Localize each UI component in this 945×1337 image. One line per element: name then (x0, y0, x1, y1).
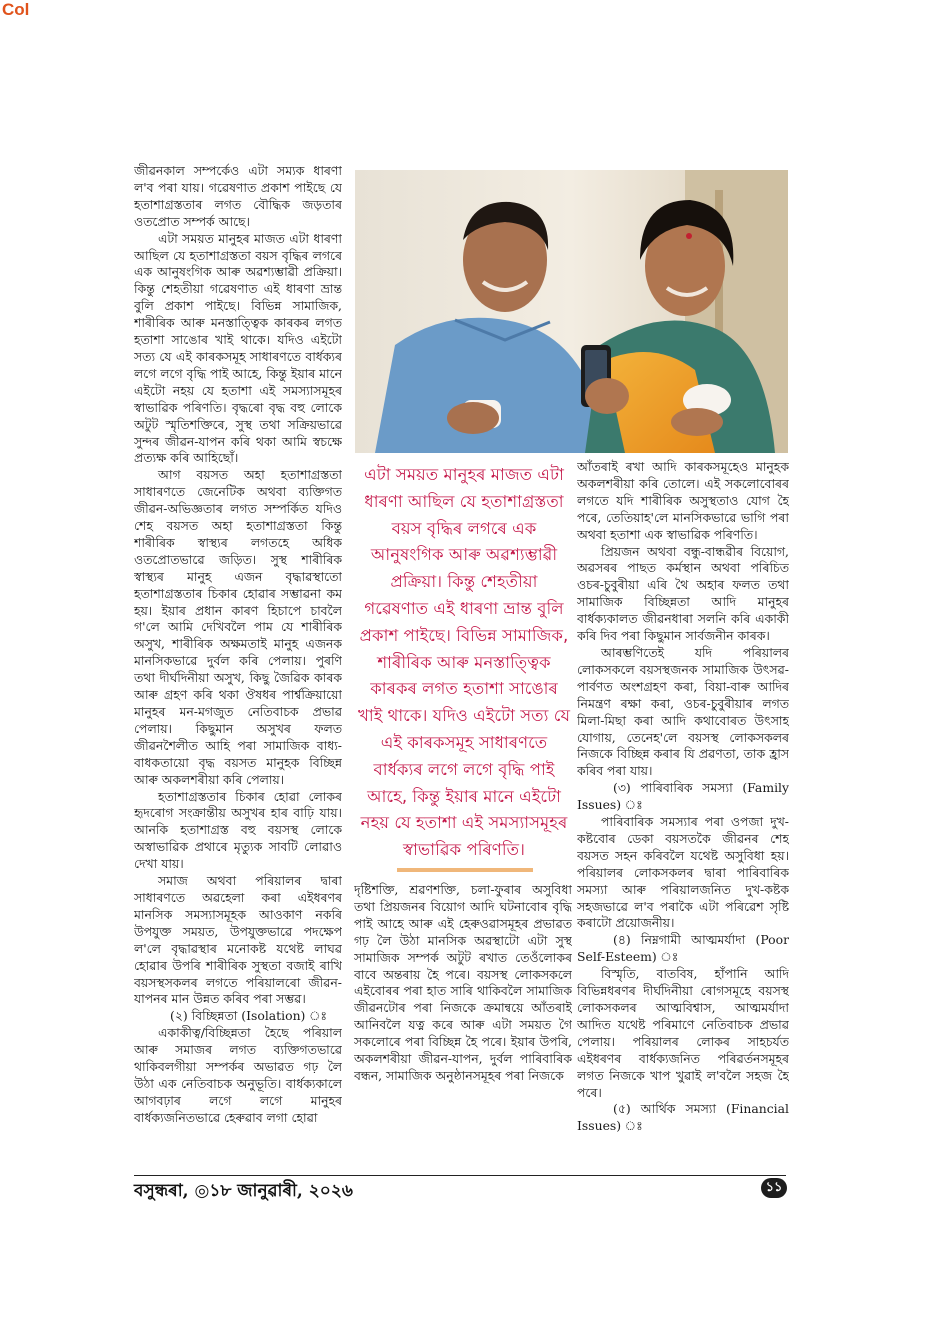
paragraph: আঁতৰাই ৰখা আদি কাৰকসমূহেও মানুহক অকলশৰীয়া কৰি তোলে। এই সকলোবোৰৰ লগতে যদি শাৰীৰিক অসুস্থতাও যোগ হৈ পৰে, তেতিয়াহ'লে মানসিকভাৱে ভাগি পৰা অথবা হতাশা এক স্বাভাৱিক পৰিণতি। (577, 459, 789, 542)
footer-publication: বসুন্ধৰা, ◎১৮ জানুৱাৰী, ২০২৬ (134, 1181, 353, 1201)
pull-quote-accent-bar (397, 868, 533, 872)
paragraph: এটা সময়ত মানুহৰ মাজত এটা ধাৰণা আছিল যে হতাশাগ্ৰস্ততা বয়স বৃদ্ধিৰ লগৰে এক আনুষংগিক আৰু অৱশ্যম্ভাৱী প্ৰক্ৰিয়া। কিন্তু শেহতীয়া গৱেষণাত এই ধাৰণা ভ্ৰান্ত বুলি প্ৰকাশ পাইছে। বিভিন্ন সামাজিক, শাৰীৰিক আৰু মনস্তাত্ত্বিক কাৰকৰ লগত হতাশা সাঙোৰ খাই থাকে। যদিও এইটো সত্য যে এই কাৰকসমূহ সাধাৰণতে বাৰ্ধক্যৰ লগে লগে বৃদ্ধি পাই আহে, কিন্তু ইয়াৰ মানে এইটো নহয় যে হতাশা এই সমস্যাসমূহৰ স্বাভাৱিক পৰিণতি। বৃদ্ধৰো বৃদ্ধ বহু লোকে অটুট স্মৃতিশক্তিৰে, সুস্থ তথা সক্ৰিয়ভাৱে সুন্দৰ জীৱন-যাপন কৰি থকা আমি স্বচক্ষে প্ৰত্যক্ষ কৰি আহিছোঁ। (134, 230, 342, 466)
paragraph: প্ৰিয়জন অথবা বন্ধু-বান্ধৱীৰ বিয়োগ, অৱসৰৰ পাছত কৰ্মস্থান অথবা পৰিচিত ওচৰ-চুবুৰীয়া এৰি থৈ অহাৰ ফলত তথা সামাজিক বিচ্ছিন্নতা আদি মানুহৰ বাৰ্ধক্যকালত জীৱনধাৰা সলনি কৰি একাকী কৰি দিব পৰা কিছুমান সাৰ্বজনীন কাৰক। (577, 543, 789, 644)
section-heading-self-esteem: (৪) নিম্নগামী আত্মমৰ্যাদা (Poor Self-Esteem) ঃ (577, 932, 789, 965)
section-heading-isolation: (২) বিচ্ছিন্নতা (Isolation) ঃ (170, 1008, 328, 1024)
footer-rule (134, 1175, 786, 1176)
article-column-left (134, 163, 342, 1171)
pull-quote: এটা সময়ত মানুহৰ মাজত এটা ধাৰণা আছিল যে হতাশাগ্ৰস্ততা বয়স বৃদ্ধিৰ লগৰে এক আনুষংগিক আৰু অৱশ্যম্ভাৱী প্ৰক্ৰিয়া। কিন্তু শেহতীয়া গৱেষণাত এই ধাৰণা ভ্ৰান্ত বুলি প্ৰকাশ পাইছে। বিভিন্ন সামাজিক, শাৰীৰিক আৰু মনস্তাত্ত্বিক কাৰকৰ লগত হতাশা সাঙোৰ খাই থাকে। যদিও এইটো সত্য যে এই কাৰকসমূহ সাধাৰণতে বাৰ্ধক্যৰ লগে লগে বৃদ্ধি পাই আহে, কিন্তু ইয়াৰ মানে এইটো নহয় যে হতাশা এই সমস্যাসমূহৰ স্বাভাৱিক পৰিণতি। (358, 465, 571, 860)
page-number: ১১ (761, 1178, 787, 1198)
corner-tag: Col (2, 0, 30, 19)
paragraph: সমাজ অথবা পৰিয়ালৰ দ্বাৰা সাধাৰণতে অৱহেলা কৰা এইধৰণৰ মানসিক সমস্যাসমূহক আওকাণ নকৰি উপযুক্ত সময়ত, উপযুক্তভাৱে পদক্ষেপ ল'লে বৃদ্ধাৱস্থাৰ মনোকষ্ট যথেষ্ট লাঘৱ হোৱাৰ উপৰি শাৰীৰিক সুস্থতা বজাই ৰাখি বয়সস্থসকলৰ লগতে পৰিয়ালৰো জীৱন-যাপনৰ মান উন্নত কৰিব পৰা সম্ভৱ। (134, 873, 342, 1007)
section-heading-family: (৩) পাৰিবাৰিক সমস্যা (Family Issues) ঃ (577, 780, 789, 813)
elderly-couple-photo (355, 170, 788, 453)
paragraph: পাৰিবাৰিক সমস্যাৰ পৰা ওপজা দুখ-কষ্টবোৰ ডেকা বয়সতকৈ জীৱনৰ শেহ বয়সত সহন কৰিবলৈ যথেষ্ট অসুবিধা হয়। পৰিয়ালৰ লোকসকলৰ দ্বাৰা পাৰিবাৰিক সমস্যা আৰু পৰিয়ালজনিত দুখ-কষ্টক সহজভাৱে ল'ব পৰাকৈ এটা পৰিৱেশ সৃষ্টি কৰাটো প্ৰয়োজনীয়। (577, 814, 789, 931)
paragraph: জীৱনকাল সম্পৰ্কেও এটা সম্যক ধাৰণা ল'ব পৰা যায়। গৱেষণাত প্ৰকাশ পাইছে যে হতাশাগ্ৰস্ততাৰ লগত বৌদ্ধিক জড়তাৰ ওতপ্ৰোত সম্পৰ্ক আছে। (134, 163, 342, 229)
paragraph: বিস্মৃতি, বাতবিষ, হাঁপানি আদি বিভিন্নধৰণৰ দীৰ্ঘদিনীয়া ৰোগসমূহে বয়সস্থ লোকসকলৰ আত্মবিশ্বাস, আত্মমৰ্যাদা আদিত যথেষ্ট পৰিমাণে নেতিবাচক প্ৰভাৱ পেলায়। পৰিয়ালৰ লোকৰ সাহচৰ্যত এইধৰণৰ বাৰ্ধক্যজনিত পৰিৱৰ্তনসমূহৰ লগত নিজকে খাপ খুৱাই ল'বলৈ সহজ হৈ পৰে। (577, 966, 789, 1100)
paragraph: আৰম্ভণিতেই যদি পৰিয়ালৰ লোকসকলে বয়সস্থজনক সামাজিক উৎসৱ-পাৰ্বণত অংশগ্ৰহণ কৰা, বিয়া-বাৰু আদিৰ নিমন্ত্ৰণ ৰক্ষা কৰা, ওচৰ-চুবুৰীয়াৰ লগত মিলা-মিছা কৰা আদি কথাবোৰত উৎসাহ যোগায়, তেনেহ'লে বয়সস্থ লোকসকলৰ নিজকে বিচ্ছিন্ন কৰাৰ যি প্ৰৱণতা, তাক হ্ৰাস কৰিব পৰা যায়। (577, 644, 789, 779)
paragraph: দৃষ্টিশক্তি, শ্ৰৱণশক্তি, চলা-ফুৰাৰ অসুবিধা তথা প্ৰিয়জনৰ বিয়োগ আদি ঘটনাবোৰ বৃদ্ধি পাই আহে আৰু এই হেৰুওৱাসমূহৰ প্ৰভাৱত গঢ় লৈ উঠা মানসিক অৱস্থাটো এটা সুস্থ সামাজিক সম্পৰ্ক অটুট ৰখাত তেওঁলোকৰ বাবে অন্তৰায় হৈ পৰে। বয়সস্থ লোকসকলে এইবোৰৰ পৰা হাত সাৰি থাকিবলৈ সামাজিক জীৱনটোৰ পৰা নিজকে ক্ৰমান্বয়ে আঁতৰাই আনিবলৈ যত্ন কৰে আৰু এটা সময়ত গৈ সকলোৰে পৰা বিচ্ছিন্ন হৈ পৰে। ইয়াৰ উপৰি, অকলশৰীয়া জীৱন-যাপন, দুৰ্বল পাৰিবাৰিক বন্ধন, সামাজিক অনুষ্ঠানসমূহৰ পৰা নিজকে (354, 882, 572, 1083)
article-column-middle (354, 882, 572, 1172)
paragraph: একাকীত্ব/বিচ্ছিন্নতা হৈছে পৰিয়াল আৰু সমাজৰ লগত ব্যক্তিগতভাৱে থাকিবলগীয়া সম্পৰ্কৰ অভাৱত গঢ় লৈ উঠা এক নেতিবাচক অনুভূতি। বাৰ্ধক্যকালে আগবঢ়াৰ লগে লগে মানুহৰ বাৰ্ধক্যজনিতভাৱে হেৰুৱাব লগা হোৱা (134, 1025, 342, 1125)
paragraph: হতাশাগ্ৰস্ততাৰ চিকাৰ হোৱা লোকৰ হৃদৰোগ সংক্ৰান্তীয় অসুখৰ হাৰ বাঢ়ি যায়। আনকি হতাশাগ্ৰস্ত বহু বয়সস্থ লোকে অস্বাভাৱিক প্ৰথাৰে মৃত্যুক সাবটি লোৱাও দেখা যায়। (134, 788, 342, 872)
section-heading-financial: (৫) আৰ্থিক সমস্যা (Financial Issues) ঃ (577, 1101, 789, 1134)
paragraph: আগ বয়সত অহা হতাশাগ্ৰস্ততা সাধাৰণতে জেনেটিক অথবা ব্যক্তিগত জীৱন-অভিজ্ঞতাৰ লগত সম্পৰ্কিত যদিও শেহ বয়সত অহা হতাশাগ্ৰস্ততা কিন্তু শাৰীৰিক স্বাস্থ্যৰ লগতহে অধিক ওতপ্ৰোতভাৱে জড়িত। সুস্থ শাৰীৰিক স্বাস্থ্যৰ মানুহ এজন বৃদ্ধাৱস্থাতো হতাশাগ্ৰস্ততাৰ চিকাৰ হোৱাৰ সম্ভাৱনা কম হয়। ইয়াৰ প্ৰধান কাৰণ হিচাপে চাবলৈ গ'লে আমি দেখিবলৈ পাম যে শাৰীৰিক অসুখ, শাৰীৰিক অক্ষমতাই মানুহ এজনক মানসিকভাৱে দুৰ্বল কৰি পেলায়। পুৰণি তথা দীৰ্ঘদিনীয়া অসুখ, কিছু জৈৱিক কাৰক আৰু গ্ৰহণ কৰি থকা ঔষধৰ পাৰ্শ্বক্ৰিয়ায়ো মানুহৰ মন-মগজুত নেতিবাচক প্ৰভাৱ পেলায়। কিছুমান অসুখৰ ফলত জীৱনশৈলীত আহি পৰা সামাজিক বাধ্য-বাধকতায়ো বৃদ্ধ বয়সত মানুহক বিচ্ছিন্ন আৰু অকলশৰীয়া কৰি পেলায়। (134, 467, 342, 787)
article-column-right (577, 459, 789, 1169)
